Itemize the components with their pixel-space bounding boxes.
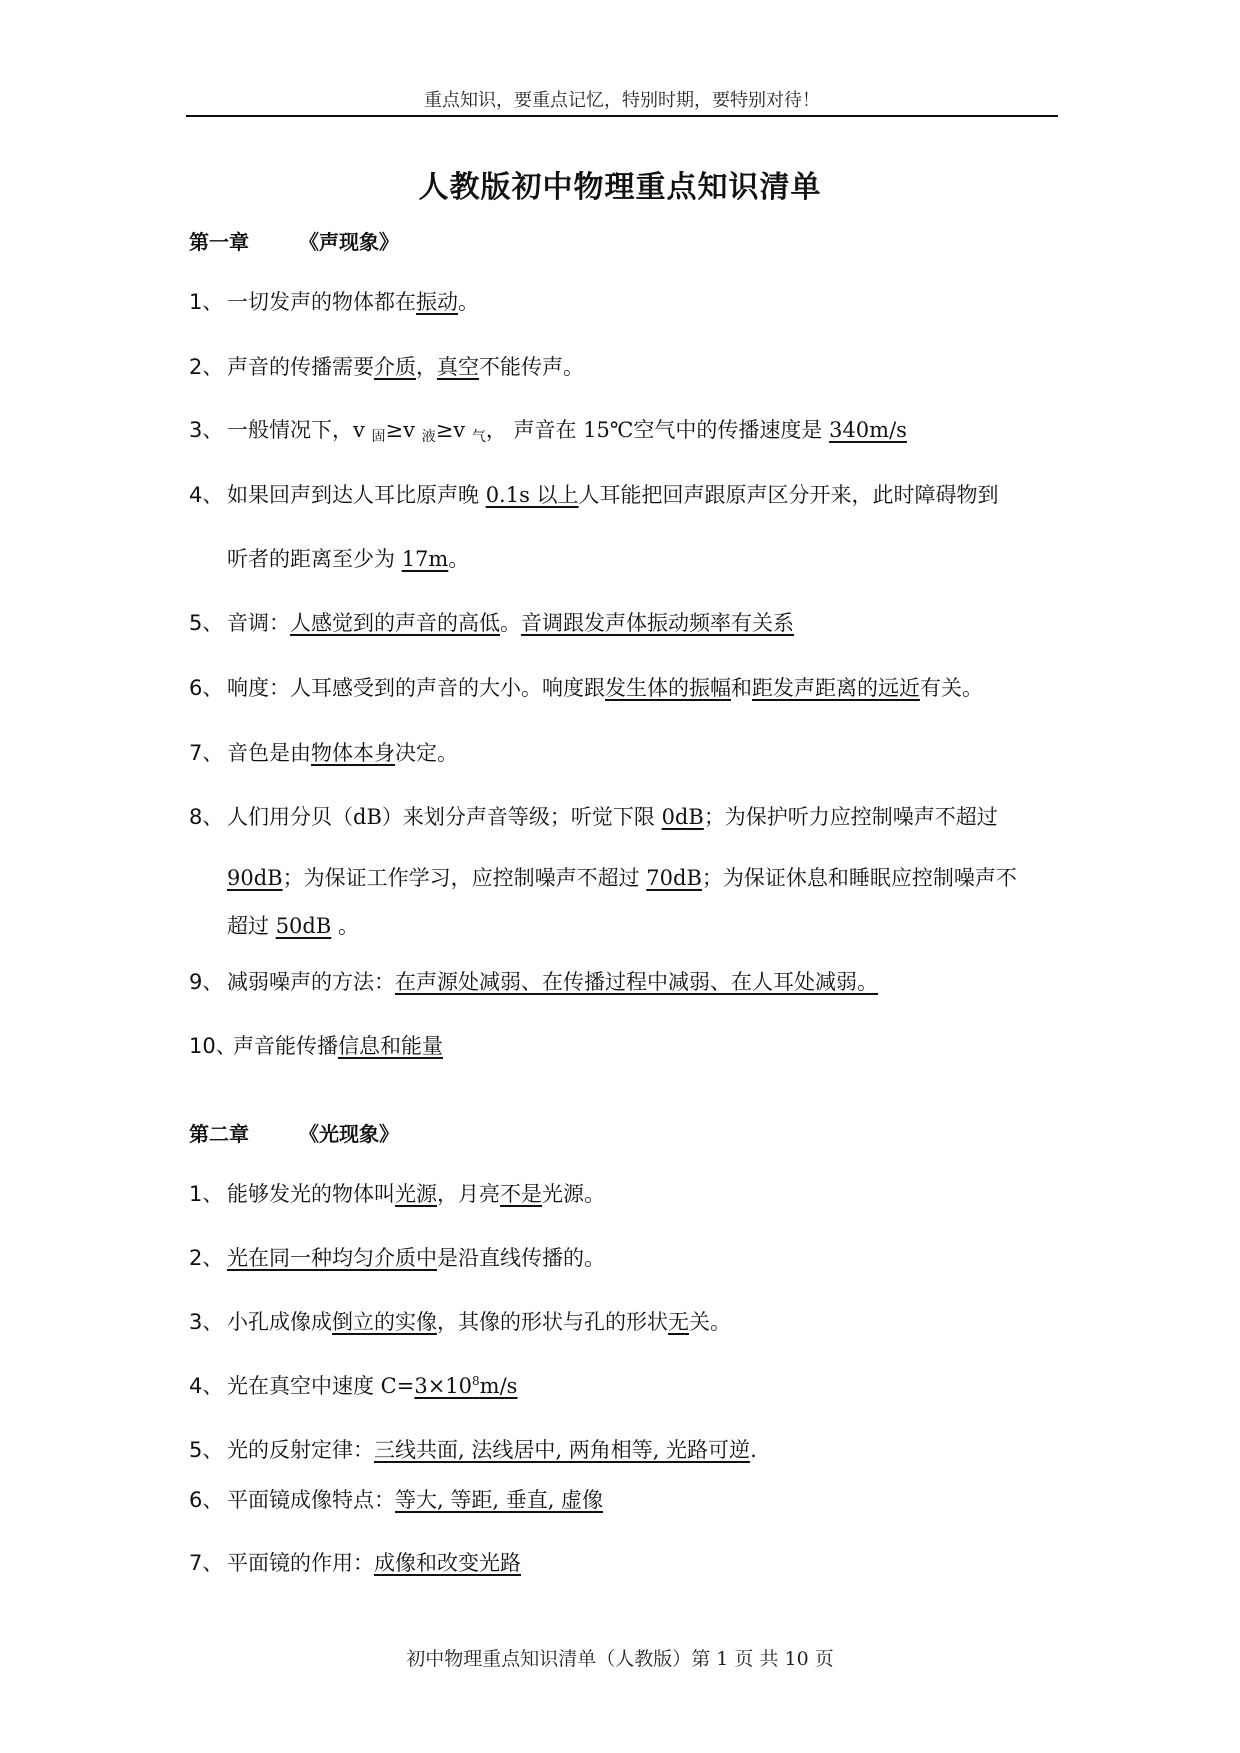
ch1-item-8-cont-2: 超过 50dB 。	[227, 914, 359, 938]
ch1-item-8-cont-1: 90dB；为保证工作学习，应控制噪声不超过 70dB；为保证休息和睡眠应控制噪声不	[227, 866, 1017, 890]
header-divider	[186, 115, 1058, 117]
ch2-item-3: 3、 小孔成像成倒立的实像，其像的形状与孔的形状无关。	[189, 1310, 731, 1334]
page-header-motto: 重点知识，要重点记忆，特别时期，要特别对待！	[424, 90, 820, 111]
ch1-item-10: 10、声音能传播信息和能量	[189, 1034, 443, 1058]
chapter-1-heading	[189, 226, 399, 255]
ch1-item-4-cont: 听者的距离至少为 17m。	[227, 547, 470, 571]
ch1-item-9: 9、 减弱噪声的方法：在声源处减弱、在传播过程中减弱、在人耳处减弱。	[189, 970, 878, 994]
ch1-item-4: 4、 如果回声到达人耳比原声晚 0.1s 以上人耳能把回声跟原声区分开来，此时障碍物到	[189, 483, 999, 507]
chapter-2-heading	[189, 1118, 399, 1147]
ch1-item-6: 6、 响度：人耳感受到的声音的大小。响度跟发生体的振幅和距发声距离的远近有关。	[189, 676, 983, 700]
page-footer: 初中物理重点知识清单（人教版）第 1 页 共 10 页	[406, 1648, 834, 1670]
ch1-item-3: 3、 一般情况下，v $_固$≥v $_液$≥v $_气$， 声音在 15℃空气中的传播速度是 340m/s	[189, 418, 907, 445]
ch2-item-4: 4、 光在真空中速度 $C=3\times 10^8m/s$	[189, 1374, 518, 1398]
ch1-item-8: 8、 人们用分贝（dB）来划分声音等级；听觉下限 0dB；为保护听力应控制噪声不超过	[189, 805, 998, 829]
ch1-item-7: 7、 音色是由物体本身决定。	[189, 741, 458, 765]
ch1-item-5: 5、 音调：人感觉到的声音的高低。音调跟发声体振动频率有关系	[189, 611, 794, 635]
chapter-1-label: 第一章	[189, 230, 249, 254]
document-title: 人教版初中物理重点知识清单	[418, 170, 822, 205]
ch2-item-1: 1、 能够发光的物体叫光源，月亮不是光源。	[189, 1182, 605, 1206]
chapter-2-label: 第二章	[189, 1122, 249, 1146]
ch2-item-7: 7、 平面镜的作用：成像和改变光路	[189, 1551, 521, 1575]
chapter-2-name: 《光现象》	[299, 1122, 399, 1146]
ch1-item-1: 1、 一切发声的物体都在振动。	[189, 290, 479, 314]
ch2-item-2: 2、 光在同一种均匀介质中是沿直线传播的。	[189, 1246, 605, 1270]
ch1-item-2: 2、 声音的传播需要介质，真空不能传声。	[189, 355, 584, 379]
ch2-item-6: 6、 平面镜成像特点：等大, 等距, 垂直, 虚像	[189, 1488, 604, 1512]
ch2-item-5: 5、 光的反射定律：三线共面, 法线居中, 两角相等, 光路可逆.	[189, 1438, 757, 1462]
chapter-1-name: 《声现象》	[299, 230, 399, 254]
